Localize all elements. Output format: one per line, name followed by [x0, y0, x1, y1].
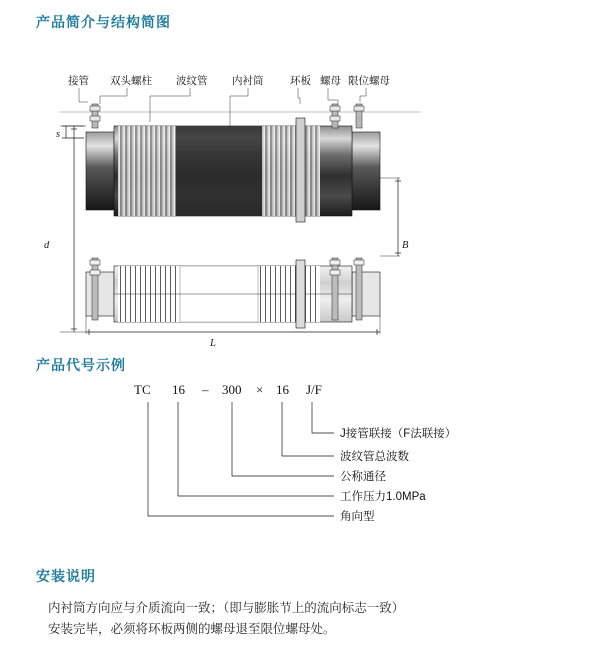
dimension-B [380, 178, 409, 256]
code-token-2: – [202, 382, 209, 397]
callout-leader-lines [79, 88, 366, 132]
product-code-diagram [0, 378, 600, 538]
callout-label-5: 螺母 [320, 75, 341, 87]
structure-diagram [0, 60, 600, 350]
install-instructions [48, 598, 568, 640]
section-title-code: 产品代号示例 [36, 357, 126, 373]
dimension-B-label: B [402, 240, 409, 251]
structure-diagram-svg [0, 60, 600, 350]
bellows-right [262, 126, 320, 216]
bellows-left [118, 126, 176, 216]
callout-label-1: 双头螺柱 [110, 75, 152, 87]
code-desc-0: J接管联接（F法联接） [340, 428, 457, 440]
section-title-intro: 产品简介与结构简图 [36, 14, 171, 30]
section-title-install: 安装说明 [36, 568, 96, 584]
code-tokens [134, 382, 322, 397]
callout-label-4: 环板 [290, 75, 311, 87]
dimension-d [44, 126, 86, 332]
code-token-0: TC [134, 382, 151, 397]
dimension-L-label: L [210, 338, 216, 349]
stud-bolts-top [90, 104, 364, 128]
dimension-s-label: s [56, 129, 61, 140]
left-pipe-section [86, 272, 114, 316]
left-connection-pipe [86, 132, 114, 210]
callout-label-3: 内衬筒 [232, 75, 264, 87]
callout-label-0: 接管 [68, 75, 89, 87]
install-line-2: 安装完毕，必须将环板两侧的螺母退至限位螺母处。 [48, 622, 336, 636]
code-desc-1: 波纹管总波数 [340, 451, 409, 463]
ring-plate [296, 118, 305, 222]
code-desc-2: 公称通径 [340, 471, 386, 483]
callout-label-6: 限位螺母 [348, 75, 390, 87]
code-token-1: 16 [172, 382, 185, 397]
ring-plate-section [296, 260, 305, 328]
right-connection-pipe [352, 132, 380, 210]
lower-view [86, 258, 380, 349]
diagram-callout-labels [68, 74, 390, 87]
code-desc-4: 角向型 [340, 511, 375, 523]
code-token-4: × [256, 382, 264, 397]
dimension-s [56, 126, 84, 140]
code-token-6: J/F [306, 382, 322, 397]
product-code-svg [0, 378, 600, 538]
inner-liner-band [176, 126, 262, 216]
code-leader-lines [148, 402, 334, 516]
code-token-5: 16 [276, 382, 289, 397]
callout-label-2: 波纹管 [176, 75, 208, 87]
code-descriptions [340, 426, 456, 523]
code-desc-3: 工作压力1.0MPa [340, 491, 426, 503]
install-line-1: 内衬筒方向应与介质流向一致；（即与膨胀节上的流向标志一致） [48, 601, 405, 615]
code-token-3: 300 [222, 382, 242, 397]
dimension-d-label: d [44, 240, 50, 251]
